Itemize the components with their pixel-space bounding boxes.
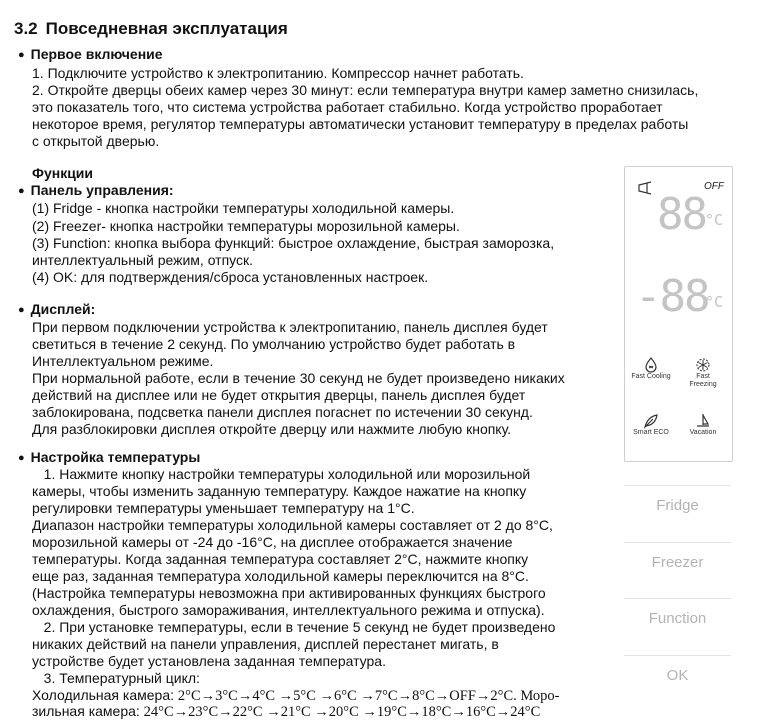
paragraph-line: регулировки температуры уменьшает температуру на 1°C. (32, 500, 415, 516)
cycle-fridge-label: Холодильная камера: (32, 687, 178, 703)
section-title (14, 20, 288, 37)
off-indicator: OFF (704, 181, 724, 192)
heading-temp-setting: ● Настройка температуры (18, 449, 200, 468)
smart-eco-icon (643, 413, 659, 429)
fast-freezing-label: Fast Freezing (689, 373, 717, 388)
paragraph-line: 2. Откройте дверцы обеих камер через 30 минут: если температура внутри камер заметно снизилась, (32, 82, 699, 98)
cycle-freezer-label: зильная камера: (32, 703, 144, 719)
paragraph-line: (4) OK: для подтверждения/сброса установленных настроек. (32, 269, 429, 285)
paragraph-line: еще раз, заданная температура холодильной камеры переключится на 8°C. (32, 568, 529, 584)
paragraph-line: охлаждения, быстрого замораживания, интеллектуального режима и отпуска). (32, 602, 545, 618)
paragraph-line: При нормальной работе, если в течение 30 секунд не будет произведено никаких (32, 370, 565, 386)
temp-cycle-freezer (32, 703, 540, 721)
heading-control-panel: ● Панель управления: (18, 182, 174, 201)
paragraph-line: 2. При установке температуры, если в течение 5 секунд не будет произведено (32, 619, 556, 635)
freezer-button[interactable]: Freezer (624, 542, 731, 583)
paragraph-line: 1. Подключите устройство к электропитанию. Компрессор начнет работать. (32, 65, 524, 81)
fast-freezing-indicator (683, 357, 723, 389)
smart-eco-indicator (631, 413, 671, 437)
paragraph-line: с открытой дверью. (32, 133, 160, 149)
function-button[interactable]: Function (624, 598, 731, 639)
smart-eco-label: Smart ECO (633, 429, 669, 436)
heading-functions: Функции (32, 165, 94, 181)
paragraph-line: устройстве будет установлена заданная температура. (32, 653, 386, 669)
paragraph-line: некоторое время, регулятор температуры автоматически установит температуру в пределах работы (32, 116, 689, 132)
fridge-button[interactable]: Fridge (624, 485, 731, 526)
paragraph-line: интеллектуальный режим, отпуск. (32, 252, 254, 268)
paragraph-line: никаких действий на панели управления, дисплей перестанет мигать, в (32, 636, 499, 652)
paragraph-line: морозильной камеры от -24 до -16°C, на дисплее отображается значение (32, 534, 513, 550)
heading-display: ● Дисплей: (18, 301, 95, 320)
fridge-temp-unit: °C (705, 211, 724, 229)
cycle-fridge-values: 2°C→3°C→4°C →5°C →6°C →7°C→8°C→OFF→2°C. Моро- (177, 688, 560, 704)
paragraph-line: (Настройка температуры невозможна при активированных функциях быстрого (32, 585, 546, 601)
paragraph-line: это показатель того, что система устройства работает стабильно. Когда устройство проработает (32, 99, 663, 115)
paragraph-line: 1. Нажмите кнопку настройки температуры холодильной или морозильной (32, 466, 531, 482)
freezer-temp-digits: -88 (635, 271, 709, 322)
lock-alarm-icon (637, 181, 653, 195)
vacation-icon (695, 413, 711, 429)
section-number: 3.2 (14, 19, 38, 38)
paragraph-line: заблокирована, подсветка панели дисплея погаснет по истечении 30 секунд. (32, 404, 533, 420)
fast-freezing-icon (695, 357, 711, 373)
ok-button[interactable]: OK (624, 655, 731, 696)
section-title-text: Повседневная эксплуатация (45, 19, 288, 38)
paragraph-line: (1) Fridge - кнопка настройки температуры холодильной камеры. (32, 200, 455, 216)
paragraph-line: 3. Температурный цикл: (32, 670, 200, 686)
paragraph-line: температуры. Когда заданная температура составляет 2°C, нажмите кнопку (32, 551, 529, 567)
paragraph-line: камеры, чтобы изменить заданную температуру. Каждое нажатие на кнопку (32, 483, 527, 499)
fast-cooling-icon (643, 357, 659, 373)
paragraph-line: (3) Function: кнопка выбора функций: быстрое охлаждение, быстрая заморозка, (32, 235, 555, 251)
fast-cooling-label: Fast Cooling (631, 373, 671, 380)
vacation-indicator (683, 413, 723, 437)
vacation-label: Vacation (689, 429, 717, 436)
cycle-freezer-values: 24°C→23°C→22°C →21°C →20°C →19°C→18°C→16°C→24°C (143, 704, 541, 720)
paragraph-line: действий на дисплее или не будет открытия дверцы, панель дисплея будет (32, 387, 526, 403)
paragraph-line: светиться в течение 2 секунд. По умолчанию устройство будет работать в (32, 336, 516, 352)
control-panel-illustration (624, 166, 733, 462)
fast-cooling-indicator (631, 357, 671, 381)
paragraph-line: Диапазон настройки температуры холодильной камеры составляет от 2 до 8°C, (32, 517, 553, 533)
heading-first-start: ● Первое включение (18, 46, 163, 65)
fridge-temp-digits: 88 (657, 189, 706, 240)
paragraph-line: Интеллектуальном режиме. (32, 353, 214, 369)
freezer-temp-unit: °C (705, 293, 724, 311)
paragraph-line: При первом подключении устройства к электропитанию, панель дисплея будет (32, 319, 548, 335)
paragraph-line: Для разблокировки дисплея откройте дверцу или нажмите любую кнопку. (32, 421, 512, 437)
paragraph-line: (2) Freezer- кнопка настройки температуры морозильной камеры. (32, 218, 460, 234)
